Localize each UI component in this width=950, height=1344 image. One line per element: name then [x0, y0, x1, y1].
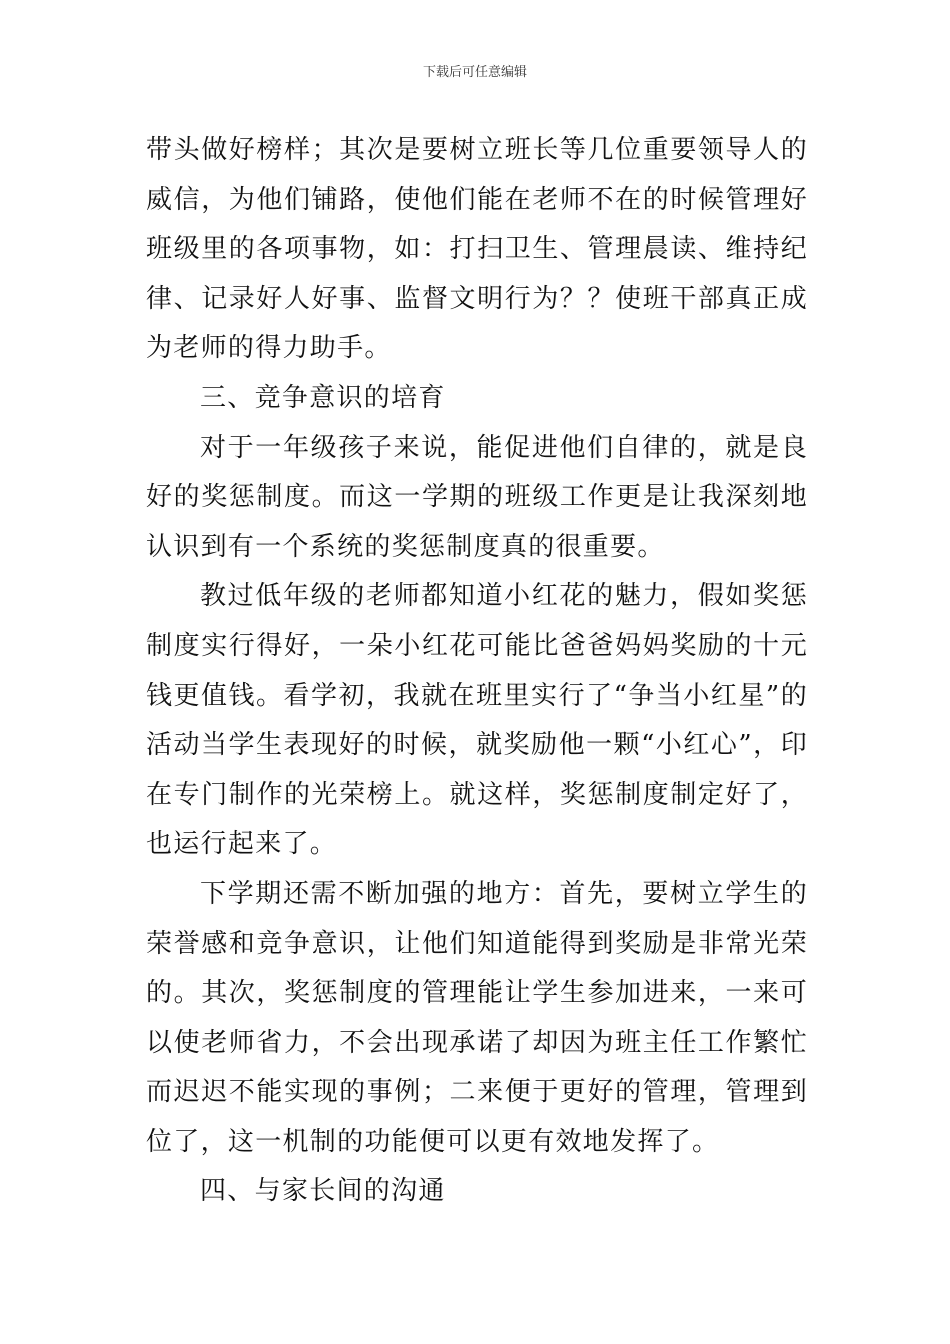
- paragraph: 对于一年级孩子来说，能促进他们自律的，就是良好的奖惩制度。而这一学期的班级工作更是让我深刻地认识到有一个系统的奖惩制度真的很重要。: [146, 432, 808, 562]
- section-heading-4: 四、与家长间的沟通: [200, 1176, 446, 1207]
- paragraph: 教过低年级的老师都知道小红花的魅力，假如奖惩制度实行得好，一朵小红花可能比爸爸妈妈奖励的十元钱更值钱。看学初，我就在班里实行了“争当小红星”的活动当学生表现好的时候，就奖励他一颗“小红心”，印在专门制作的光荣榜上。就这样，奖惩制度制定好了，也运行起来了。: [146, 581, 808, 860]
- paragraph: 下学期还需不断加强的地方：首先，要树立学生的荣誉感和竞争意识，让他们知道能得到奖励是非常光荣的。其次，奖惩制度的管理能让学生参加进来，一来可以使老师省力，不会出现承诺了却因为班主任工作繁忙而迟迟不能实现的事例；二来便于更好的管理，管理到位了，这一机制的功能便可以更有效地发挥了。: [146, 878, 808, 1157]
- section-heading-3: 三、竞争意识的培育: [200, 382, 446, 413]
- page-header-note: 下载后可任意编辑: [422, 65, 527, 80]
- document-body: [146, 126, 808, 1217]
- paragraph-continuation: 带头做好榜样；其次是要树立班长等几位重要领导人的威信，为他们铺路，使他们能在老师不在的时候管理好班级里的各项事物，如：打扫卫生、管理晨读、维持纪律、记录好人好事、监督文明行为？？使班干部真正成为老师的得力助手。: [146, 135, 808, 364]
